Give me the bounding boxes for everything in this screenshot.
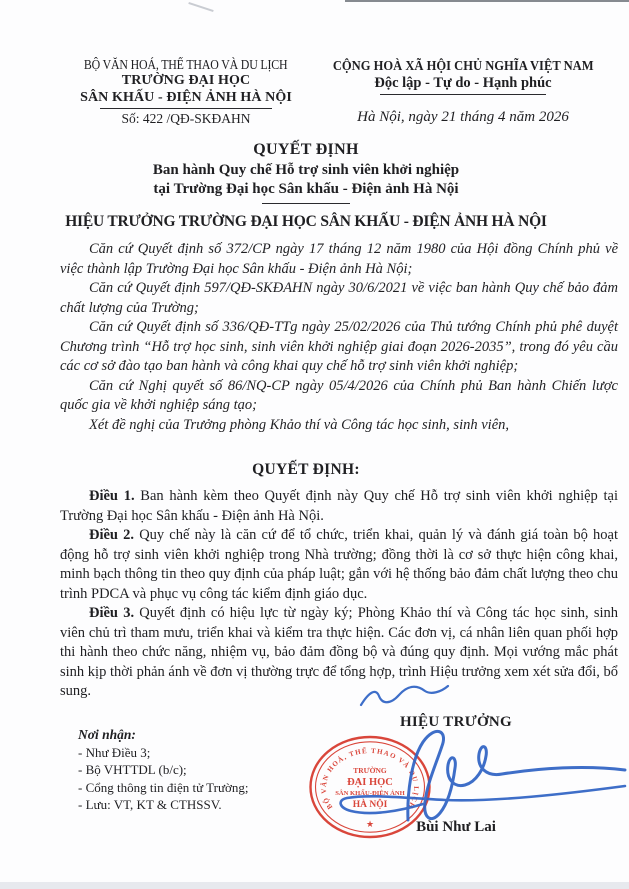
recipients-block (78, 726, 249, 814)
article-2-label: Điều 2. (89, 527, 135, 543)
preamble-paragraph: Xét đề nghị của Trưởng phòng Khảo thí và Công tác học sinh, sinh viên, (89, 416, 510, 433)
recipient-item: - Lưu: VT, KT & CTHSSV. (78, 797, 222, 812)
document-number: Số: 422 /QĐ-SKĐAHN (121, 111, 251, 126)
issuing-org-block (30, 57, 342, 127)
recipients-label: Nơi nhận: (78, 727, 136, 742)
title-underline (262, 203, 350, 204)
stamp-center-line3: SÂN KHẤU-ĐIỆN ẢNH (335, 790, 405, 797)
ministry-name: BỘ VĂN HOÁ, THỂ THAO VÀ DU LỊCH (84, 57, 288, 72)
scan-artifact-mark (188, 2, 213, 12)
document-subtitle-line2: tại Trường Đại học Sân khấu - Điện ảnh Hà Nội (153, 181, 459, 197)
article-2 (60, 526, 618, 604)
document-title: QUYẾT ĐỊNH (253, 141, 359, 158)
preamble (60, 240, 618, 435)
country-name: CỘNG HOÀ XÃ HỘI CHỦ NGHĨA VIỆT NAM (332, 58, 594, 73)
decision-heading: QUYẾT ĐỊNH: (252, 461, 360, 478)
stamp-star: ★ (365, 819, 375, 829)
stamp-center-line2: ĐẠI HỌC (347, 777, 393, 788)
articles (60, 487, 618, 702)
document-title-block (0, 141, 612, 204)
document-subtitle-line1: Ban hành Quy chế Hỗ trợ sinh viên khởi nghiệp (152, 162, 460, 178)
article-3-text: Quyết định có hiệu lực từ ngày ký; Phòng Khảo thí và Công tác học sinh, sinh viên chủ trì tham mưu, triển khai và kiểm tra thực hiện. Các đơn vị, cá nhân liên quan phối hợp thi hành theo chức năng, nhiệm vụ, bảo đảm đồng bộ và đúng quy định. Mọi vướng mắc phát sinh kịp thời phản ánh về đơn vị thường trực để tổng hợp, trình Hiệu trưởng xem xét sửa đổi, bổ sung. (60, 605, 618, 699)
scan-artifact-bottom-edge (0, 882, 629, 889)
university-name-line2: SÂN KHẤU - ĐIỆN ẢNH HÀ NỘI (80, 90, 292, 105)
stamp-center-line4: HÀ NỘI (352, 800, 388, 810)
preamble-paragraph: Căn cứ Quyết định 597/QĐ-SKĐAHN ngày 30/6/2021 về việc ban hành Quy chế bảo đảm chất lượng của Trường; (60, 280, 618, 316)
recipient-item: - Cổng thông tin điện tử Trường; (78, 779, 249, 795)
university-name-line1: TRƯỜNG ĐẠI HỌC (121, 73, 251, 88)
article-1-text: Ban hành kèm theo Quyết định này Quy chế Hỗ trợ sinh viên khởi nghiệp tại Trường Đại học Sân khấu - Điện ảnh Hà Nội. (60, 488, 618, 524)
preamble-paragraph: Căn cứ Quyết định số 372/CP ngày 17 tháng 12 năm 1980 của Hội đồng Chính phủ về việc thành lập Trường Đại học Sân khấu - Điện ảnh Hà Nội; (60, 241, 618, 277)
recipient-item: - Như Điều 3; (78, 744, 151, 760)
article-1 (60, 487, 618, 526)
article-2-text: Quy chế này là căn cứ để tổ chức, triển khai, quản lý và đánh giá toàn bộ hoạt động hỗ trợ sinh viên khởi nghiệp trong Nhà trường; đồng thời là cơ sở thực hiện công khai, minh bạch thông tin theo quy định của pháp luật; gắn với hệ thống bảo đảm chất lượng theo chu trình PDCA và phục vụ công tác kiểm định giáo dục. (60, 527, 619, 602)
org-underline (100, 108, 272, 109)
signer-name: Bùi Như Lai (416, 819, 496, 835)
national-motto: Độc lập - Tự do - Hạnh phúc (374, 75, 552, 91)
scan-artifact-top-edge (345, 0, 629, 2)
article-1-label: Điều 1. (89, 488, 135, 504)
preamble-paragraph: Căn cứ Nghị quyết số 86/NQ-CP ngày 05/4/2026 của Chính phủ Ban hành Chiến lược quốc gia về khởi nghiệp sáng tạo; (60, 377, 618, 413)
national-motto-block (320, 57, 606, 126)
stamp-ring-text: BỘ VĂN HOÁ, THỂ THAO VÀ DU LỊCH (319, 746, 421, 811)
place-and-date: Hà Nội, ngày 21 tháng 4 năm 2026 (357, 109, 569, 125)
motto-underline (380, 94, 546, 95)
issuer-line: HIỆU TRƯỞNG TRƯỜNG ĐẠI HỌC SÂN KHẤU - ĐIỆN ẢNH HÀ NỘI (65, 213, 547, 230)
stamp-center-line1: TRƯỜNG (353, 766, 387, 775)
preamble-paragraph: Căn cứ Quyết định số 336/QĐ-TTg ngày 25/02/2026 của Thủ tướng Chính phủ phê duyệt Chương trình “Hỗ trợ học sinh, sinh viên khởi nghiệp giai đoạn 2026-2035”, trong đó yêu cầu các cơ sở đào tạo ban hành và công khai quy chế hỗ trợ sinh viên khởi nghiệp; (60, 319, 618, 374)
recipient-item: - Bộ VHTTDL (b/c); (78, 762, 187, 777)
article-3-label: Điều 3. (89, 605, 135, 621)
signer-title: HIỆU TRƯỞNG (399, 714, 513, 730)
